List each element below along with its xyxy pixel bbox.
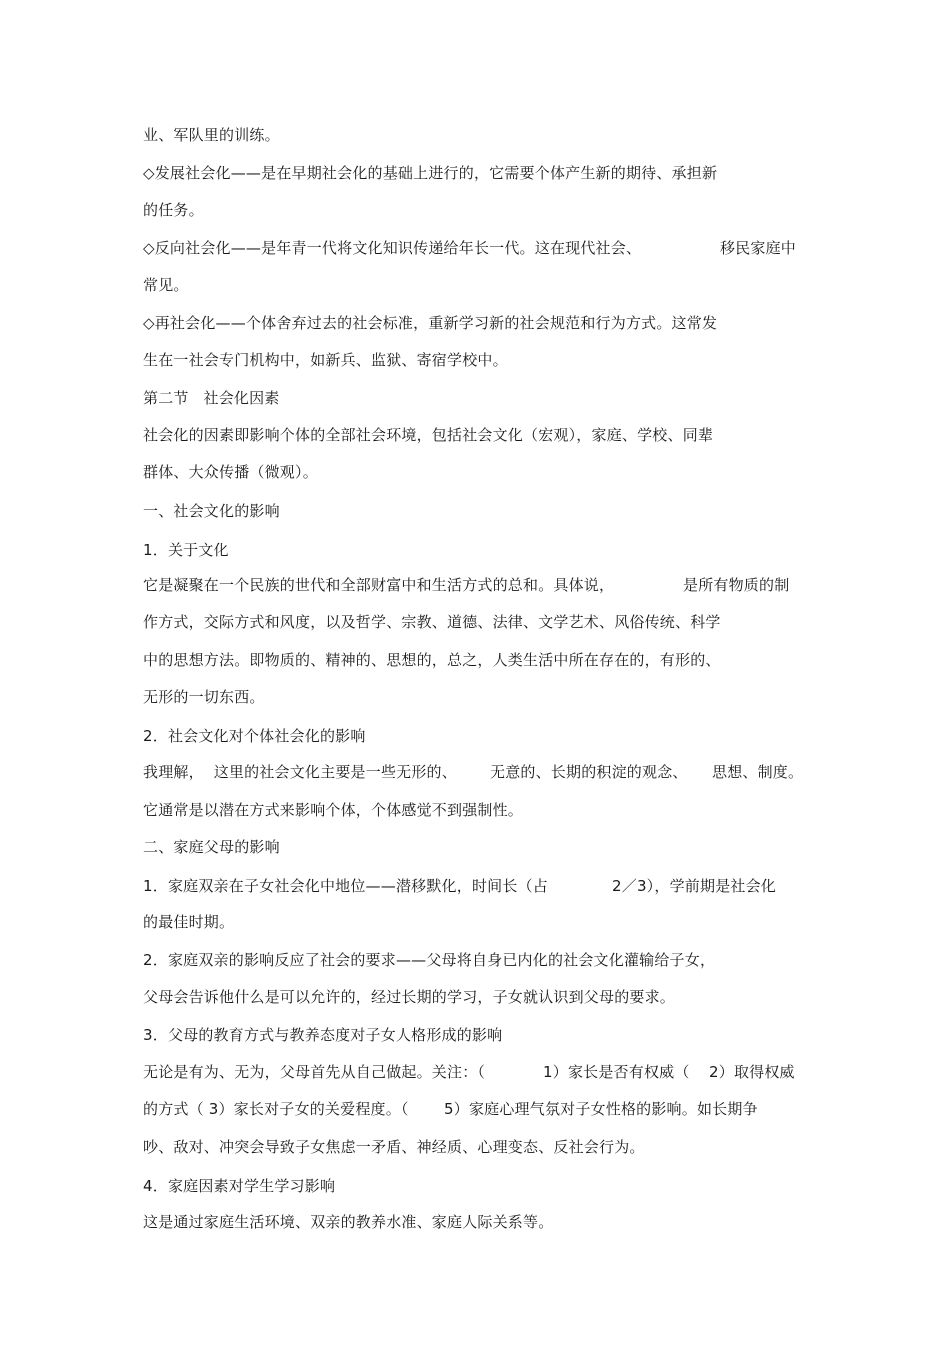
text-line: 常见。 — [143, 276, 189, 294]
text-line: 社会化的因素即影响个体的全部社会环境，包括社会文化（宏观），家庭、学校、同辈 — [143, 426, 714, 444]
text-line: 我理解， 这里的社会文化主要是一些无形的、 无意的、长期的积淀的观念、 思想、制度。 — [143, 763, 804, 781]
text-line: 业、军队里的训练。 — [143, 126, 280, 144]
text-line: 的最佳时期。 — [143, 913, 235, 931]
text-line: ◇发展社会化——是在早期社会化的基础上进行的，它需要个体产生新的期待、承担新 — [143, 164, 718, 182]
numbered-heading: 4．家庭因素对学生学习影响 — [143, 1177, 336, 1195]
numbered-heading: 2．社会文化对个体社会化的影响 — [143, 727, 366, 745]
text-line: 它通常是以潜在方式来影响个体，个体感觉不到强制性。 — [143, 801, 524, 819]
text-line: ◇反向社会化——是年青一代将文化知识传递给年长一代。这在现代社会、 移民家庭中 — [143, 239, 797, 257]
text-line: 无形的一切东西。 — [143, 688, 265, 706]
text-line: 中的思想方法。即物质的、精神的、思想的，总之，人类生活中所在存在的，有形的、 — [143, 651, 721, 669]
text-line: 这是通过家庭生活环境、双亲的教养水准、家庭人际关系等。 — [143, 1213, 554, 1231]
text-line: 1．家庭双亲在子女社会化中地位——潜移默化，时间长（占 2／3），学前期是社会化 — [143, 877, 776, 895]
text-line: 的任务。 — [143, 201, 204, 219]
text-line: ◇再社会化——个体舍弃过去的社会标准，重新学习新的社会规范和行为方式。这常发 — [143, 314, 718, 332]
text-line: 群体、大众传播（微观）。 — [143, 463, 318, 481]
text-line: 父母会告诉他什么是可以允许的，经过长期的学习，子女就认识到父母的要求。 — [143, 988, 676, 1006]
text-line: 作方式，交际方式和风度，以及哲学、宗教、道德、法律、文学艺术、风俗传统、科学 — [143, 613, 721, 631]
text-line: 它是凝聚在一个民族的世代和全部财富中和生活方式的总和。具体说， 是所有物质的制 — [143, 576, 790, 594]
numbered-heading: 3．父母的教育方式与教养态度对子女人格形成的影响 — [143, 1026, 503, 1044]
text-line: 生在一社会专门机构中，如新兵、监狱、寄宿学校中。 — [143, 351, 508, 369]
section-heading: 第二节 社会化因素 — [143, 389, 280, 407]
numbered-heading: 1．关于文化 — [143, 541, 229, 559]
subsection-heading: 一、社会文化的影响 — [143, 502, 280, 520]
subsection-heading: 二、家庭父母的影响 — [143, 838, 280, 856]
text-line: 吵、敌对、冲突会导致子女焦虑一矛盾、神经质、心理变态、反社会行为。 — [143, 1138, 645, 1156]
text-line: 的方式（ 3）家长对子女的关爱程度。（ 5）家庭心理气氛对子女性格的影响。如长期争 — [143, 1100, 758, 1118]
text-line: 2．家庭双亲的影响反应了社会的要求——父母将自身已内化的社会文化灌输给子女， — [143, 951, 716, 969]
text-line: 无论是有为、无为，父母首先从自己做起。关注：（ 1）家长是否有权威（ 2）取得权威 — [143, 1063, 795, 1081]
